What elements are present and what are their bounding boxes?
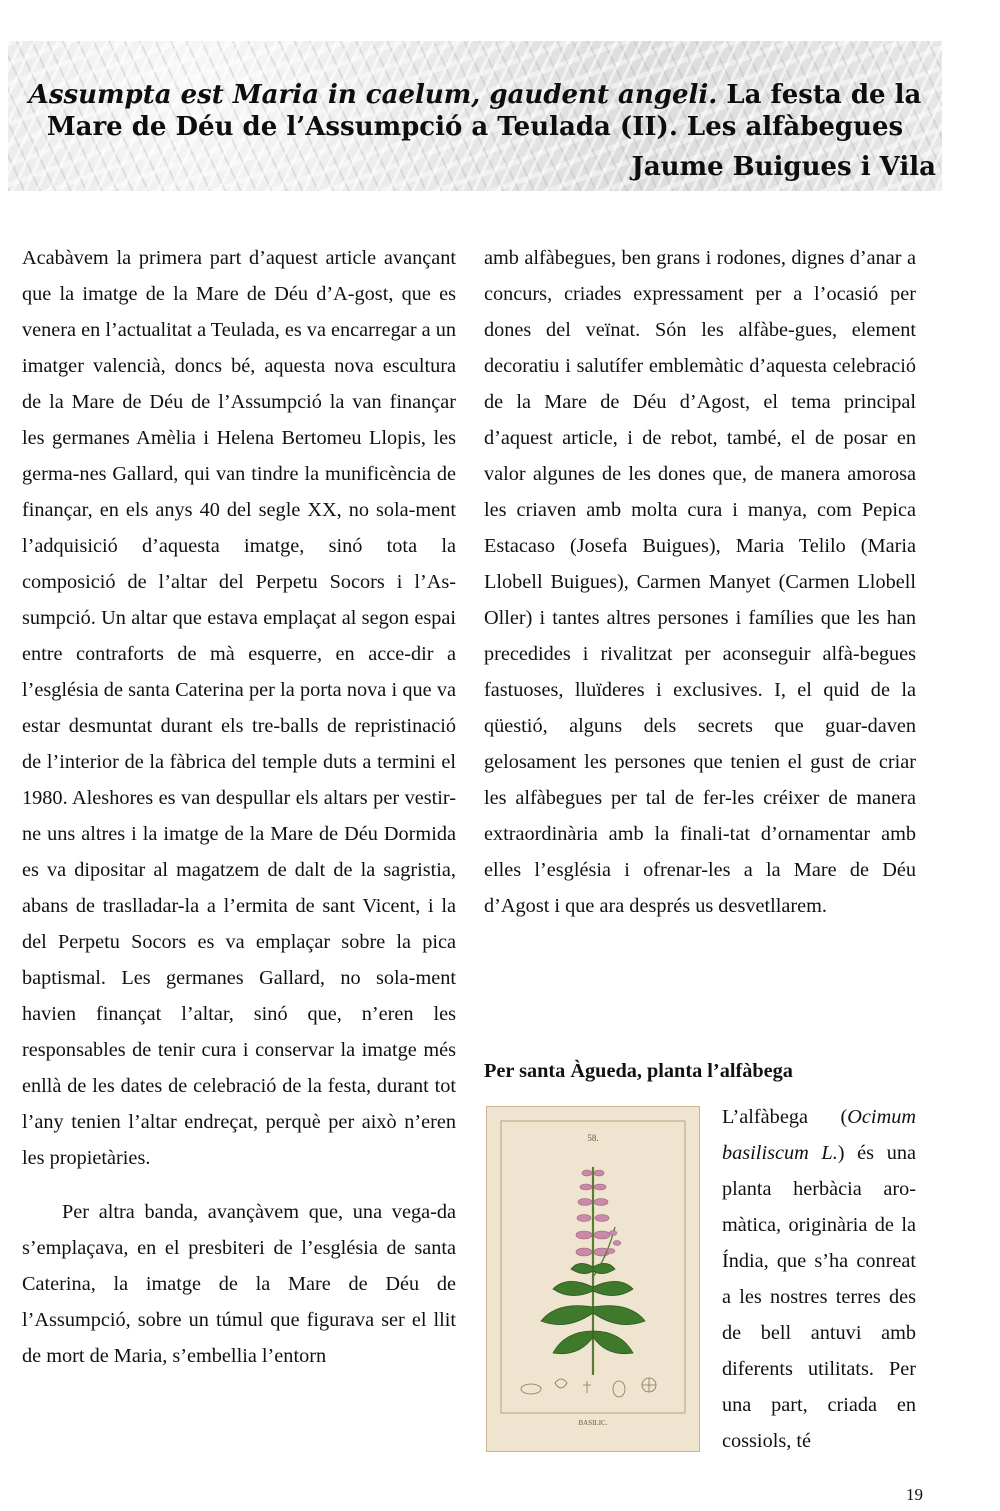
title-latin: Assumpta est Maria in caelum, gaudent angeli. xyxy=(28,80,718,110)
basil-illustration xyxy=(487,1107,699,1451)
right-column xyxy=(484,240,916,924)
title-line-2: Mare de Déu de l’Assumpció a Teulada (II). Les alfàbegues xyxy=(46,112,904,142)
side-flowers xyxy=(607,1231,621,1254)
floral-detail-sketches xyxy=(521,1378,656,1397)
left-column xyxy=(22,240,456,1374)
article-title xyxy=(8,79,942,143)
title-line-1-rest: La festa de la xyxy=(717,80,922,110)
plate-number: 58. xyxy=(587,1133,599,1143)
scientific-name: Ocimum basiliscum L. xyxy=(722,1106,916,1164)
page-number: 19 xyxy=(906,1485,923,1504)
basil-botanical-plate xyxy=(486,1106,700,1452)
plate-caption: BASILIC. xyxy=(578,1419,608,1427)
paragraph-left-2: Per altra banda, avançàvem que, una vega-da s’emplaçava, en el presbiteri de l’església de santa Caterina, la imatge de la Mare de Déu de l’Assumpció, sobre un túmul que figurava ser el llit de mort de Maria, s’embellia l’entorn xyxy=(22,1201,456,1367)
paragraph-right-2-end: ) és una planta herbàcia aro-màtica, originària de la Índia, que s’ha conreat a les nostres terres des de bell antuvi amb diferents utilitats. Per una part, criada en cossiols, té xyxy=(722,1142,916,1452)
basil-description-column xyxy=(722,1099,916,1459)
author-name: Jaume Buigues i Vila xyxy=(631,152,936,182)
paragraph-right-2 xyxy=(722,1099,916,1459)
paragraph-right-2-start: L’alfàbega ( xyxy=(722,1106,848,1128)
section-heading: Per santa Àgueda, planta l’alfàbega xyxy=(484,1060,793,1082)
title-line-1 xyxy=(8,79,942,111)
paragraph-right-1: amb alfàbegues, ben grans i rodones, dignes d’anar a concurs, criades expressament per a l’ocasió per dones del veïnat. Són les alfàbe-gues, element decoratiu i salutífer emblemàtic d’aquesta celebració de la Mare de Déu d’Agost, el tema principal d’aquest article, i de rebot, també, el de posar en valor algunes de les dones que, de manera amorosa les criaven amb molta cura i manya, com Pepica Estacaso (Josefa Buigues), Maria Telilo (Maria Llobell Buigues), Carmen Manyet (Carmen Llobell Oller) i tantes altres persones i famílies que les han precedides i rivalitzat per aconseguir alfà-begues fastuoses, lluïderes i exclusives. I, el quid de la qüestió, alguns dels secrets que guar-daven gelosament les persones que tenien el gust de criar les alfàbegues per tal de fer-les créixer de manera extraordinària amb la finali-tat d’ornamentar amb elles l’església i ofrenar-les a la Mare de Déu d’Agost i que ara després us desvetllarem. xyxy=(484,247,916,917)
title-banner xyxy=(8,41,942,191)
paragraph-left-1: Acabàvem la primera part d’aquest article avançant que la imatge de la Mare de Déu d’A-gost, que es venera en l’actualitat a Teulada, es va encarregar a un imatger valencià, doncs bé, aquesta nova escultura de la Mare de Déu de l’Assumpció la van finançar les germanes Amèlia i Helena Bertomeu Llopis, les germa-nes Gallard, qui van tindre la munificència de finançar, en els anys 40 del segle XX, no sola-ment l’adquisició d’aquesta imatge, sinó tota la composició de l’altar del Perpetu Socors i l’As-sumpció. Un altar que estava emplaçat al segon espai entre contraforts de mà esquerre, en acce-dir a l’església de santa Caterina per la porta nova i que va estar desmuntat durant els tre-balls de repristinació de l’interior de la fàbrica del temple duts a termini el 1980. Aleshores es van despullar els altars per vestir-ne uns altres i la imatge de la Mare de Déu Dormida es va dipositar al magatzem de dalt de la sagristia, abans de traslladar-la a l’ermita de sant Vicent, i la del Perpetu Socors es va emplaçar sobre la pica baptismal. Les germanes Gallard, no sola-ment havien finançat l’altar, sinó que, n’eren les responsables de tenir cura i conservar la imatge més enllà de les dates de celebració de la festa, durant tot l’any tenien l’altar endreçat, perquè per això n’eren les propietàries. xyxy=(22,247,456,1169)
